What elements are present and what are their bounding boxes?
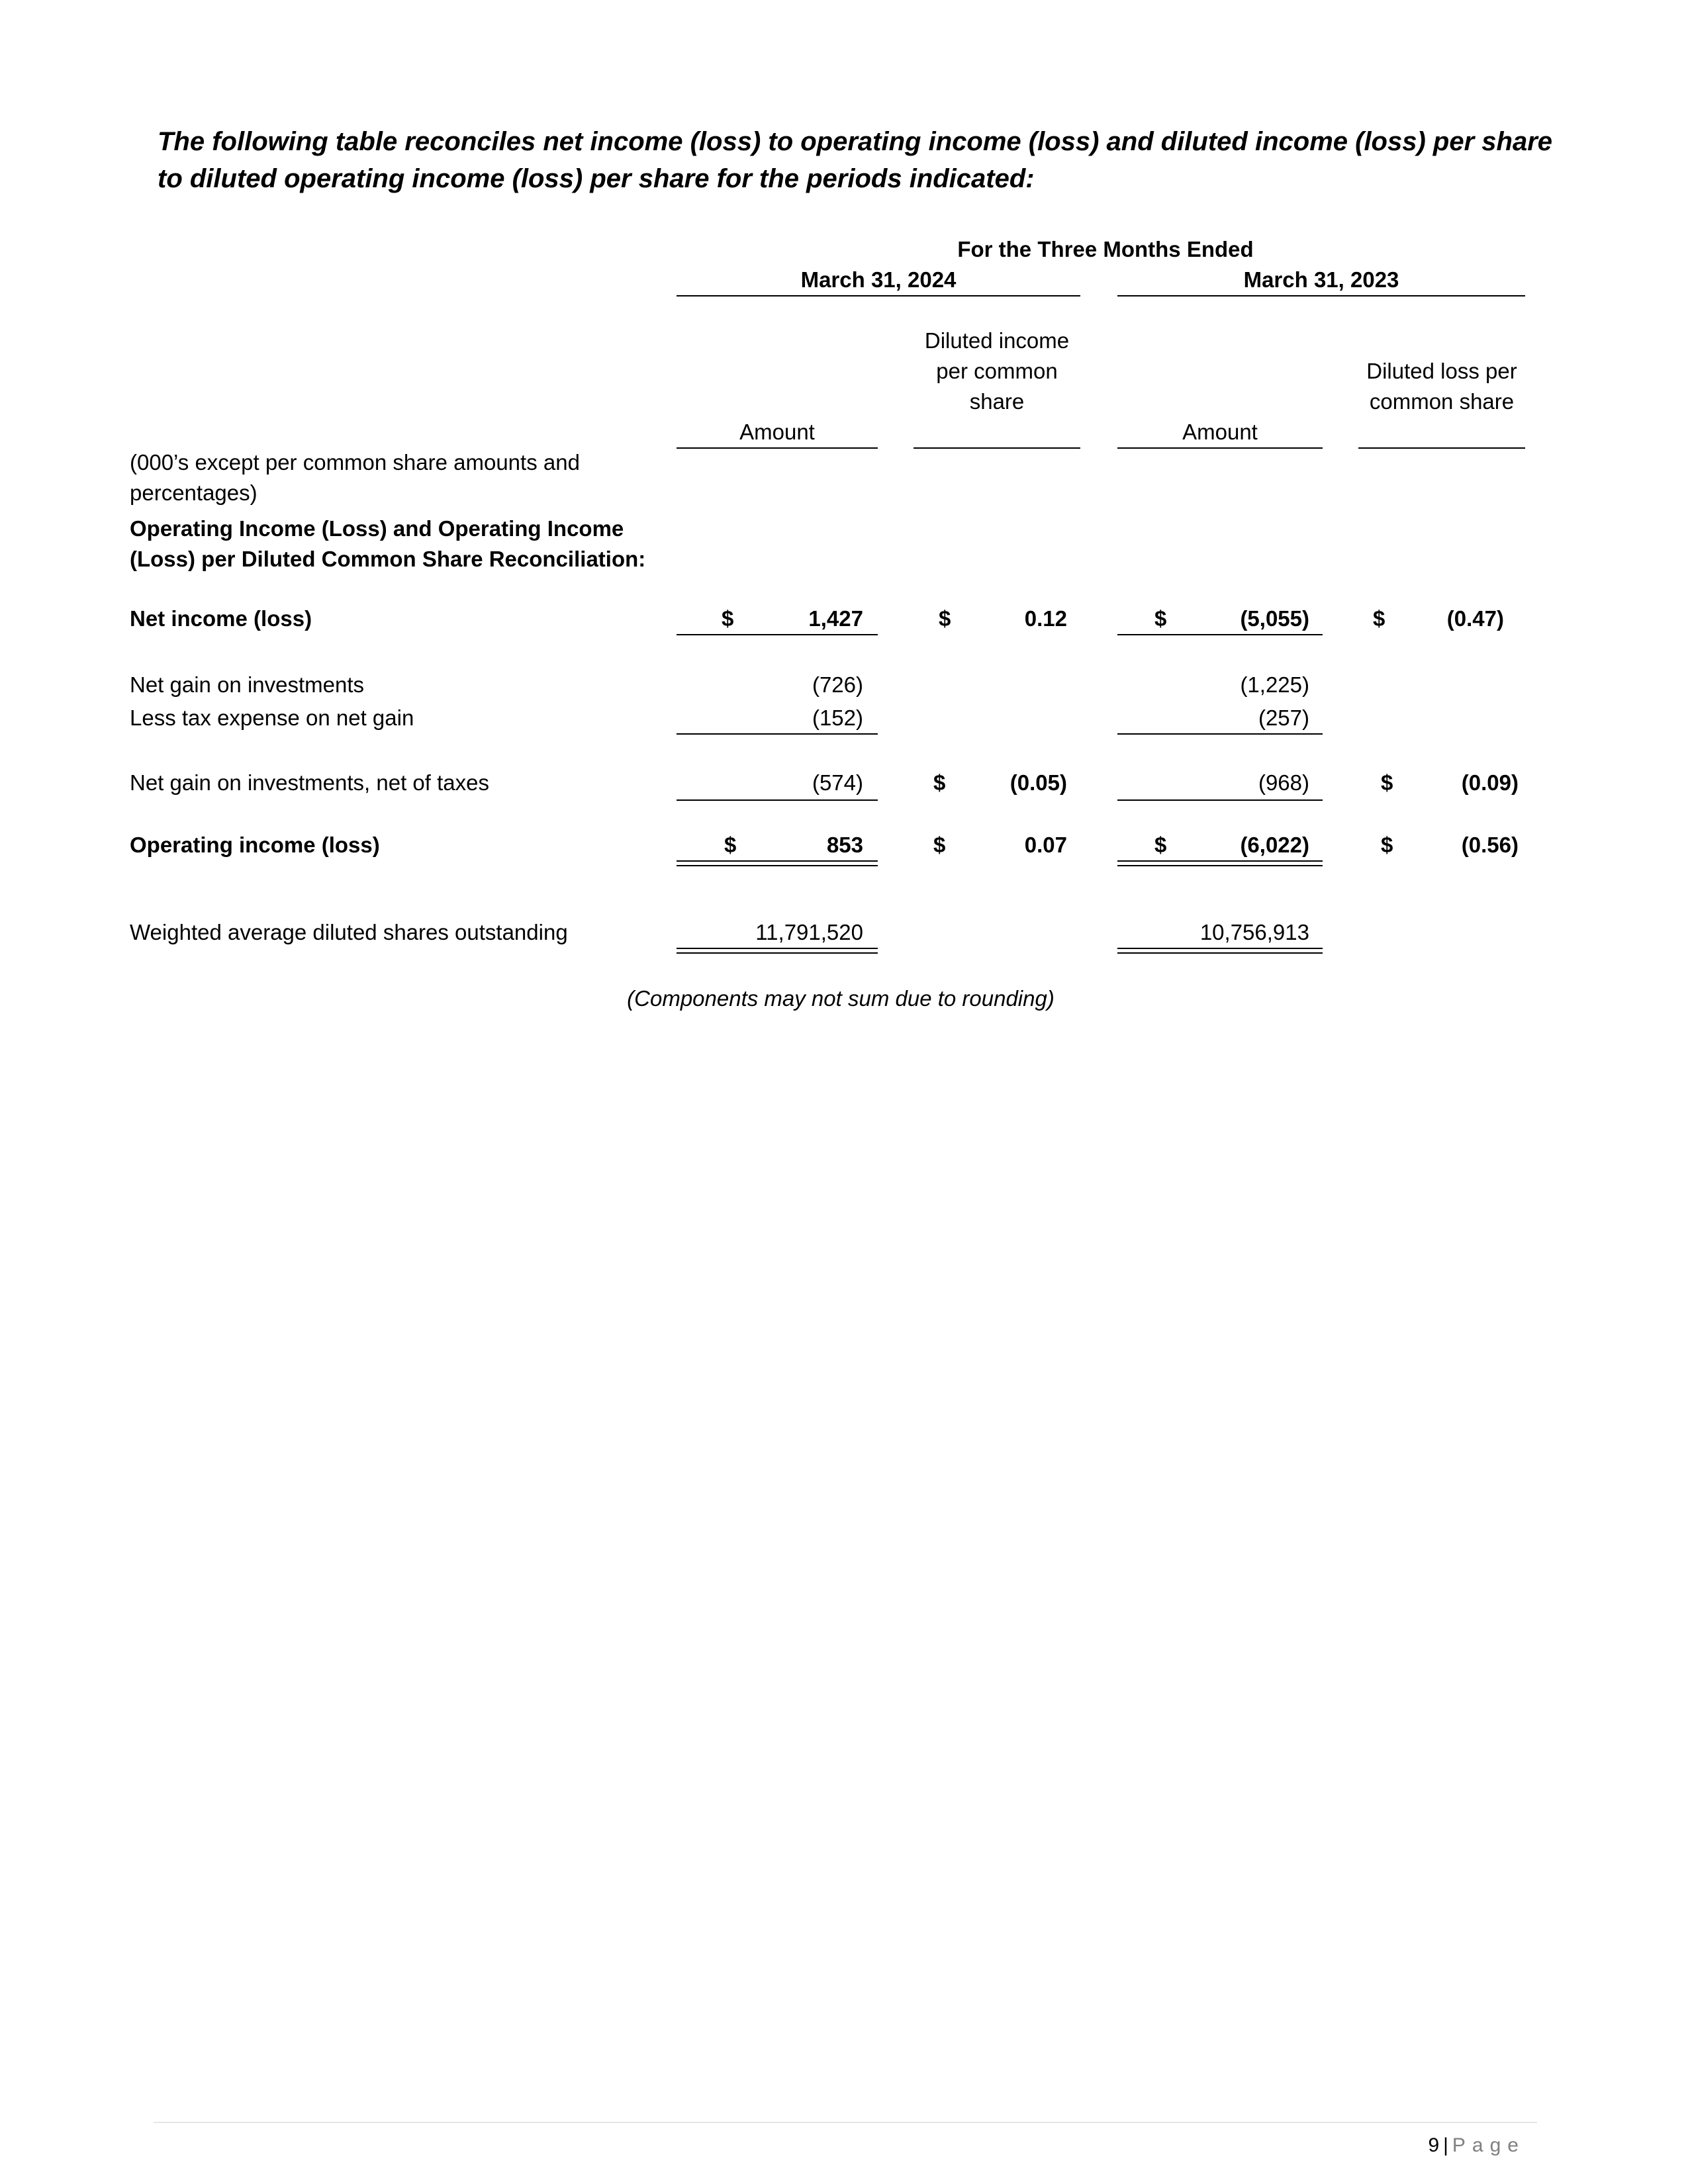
amount-2024: (574) [812,770,863,795]
amount-2023-underline [1117,634,1323,635]
amount-2024: 853 [826,833,863,857]
footer-divider [154,2122,1537,2123]
amount-2023-underline [1117,799,1323,801]
currency-symbol: $ [933,833,946,857]
shares-2024-double-underline [677,948,878,954]
period-2023-underline [1117,295,1525,296]
currency-symbol: $ [724,833,737,857]
amount-2023: (5,055) [1240,606,1309,631]
row-label: Net income (loss) [130,606,312,631]
col-header-eps-2024: Diluted income per common share [924,328,1070,414]
shares-2023: 10,756,913 [1199,920,1309,944]
eps-2023: (0.09) [1461,770,1519,795]
amount-2023-underline [1117,733,1323,735]
eps-2024: (0.05) [1009,770,1067,795]
section-title: Operating Income (Loss) and Operating Income (Loss) per Diluted Common Share Reconciliation: [130,516,646,571]
amount-2024-underline [677,799,878,801]
col-header-amount-2024: Amount [739,420,815,444]
currency-symbol: $ [1381,833,1393,857]
col-eps-2024-underline [914,447,1080,449]
currency-symbol: $ [1154,606,1167,631]
rounding-footnote: (Components may not sum due to rounding) [627,986,1055,1011]
shares-2024: 11,791,520 [755,920,863,944]
amount-2024: 1,427 [808,606,863,631]
amount-2024: (726) [812,672,863,697]
currency-symbol: $ [1373,606,1385,631]
eps-2024: 0.12 [1024,606,1067,631]
row-label: Net gain on investments [130,672,365,697]
period-2024: March 31, 2024 [800,267,957,292]
units-note: (000’s except per common share amounts and percentages) [130,450,580,505]
page-number: 9 [1428,2134,1440,2156]
eps-2023: (0.47) [1446,606,1504,631]
col-header-eps-2023: Diluted loss per common share [1366,359,1517,414]
amount-2023: (257) [1258,705,1309,730]
amount-2023: (6,022) [1240,833,1309,857]
row-label: Less tax expense on net gain [130,705,414,730]
eps-2024: 0.07 [1024,833,1067,857]
period-title: For the Three Months Ended [957,237,1254,261]
col-amount-2023-underline [1117,447,1323,449]
col-amount-2024-underline [677,447,878,449]
currency-symbol: $ [933,770,946,795]
page-footer [1428,2132,1525,2159]
currency-symbol: $ [939,606,951,631]
col-eps-2023-underline [1358,447,1525,449]
currency-symbol: $ [722,606,734,631]
amount-2024-underline [677,634,878,635]
amount-2023: (1,225) [1240,672,1309,697]
amount-2024-underline [677,733,878,735]
currency-symbol: $ [1154,833,1167,857]
eps-2023: (0.56) [1461,833,1519,857]
col-header-amount-2023: Amount [1182,420,1258,444]
row-label: Weighted average diluted shares outstanding [130,920,568,944]
row-label: Operating income (loss) [130,833,380,857]
amount-2024-double-underline [677,860,878,866]
amount-2023-double-underline [1117,860,1323,866]
currency-symbol: $ [1381,770,1393,795]
amount-2023: (968) [1258,770,1309,795]
amount-2024: (152) [812,705,863,730]
period-2023: March 31, 2023 [1243,267,1399,292]
period-2024-underline [677,295,1080,296]
shares-2023-double-underline [1117,948,1323,954]
page-separator: | [1443,2134,1448,2156]
row-label: Net gain on investments, net of taxes [130,770,489,795]
page-word: Page [1452,2134,1525,2156]
intro-paragraph: The following table reconciles net income (loss) to operating income (loss) and diluted income (loss) per share to diluted operating income (loss) per share for the periods indicated: [158,127,1553,193]
